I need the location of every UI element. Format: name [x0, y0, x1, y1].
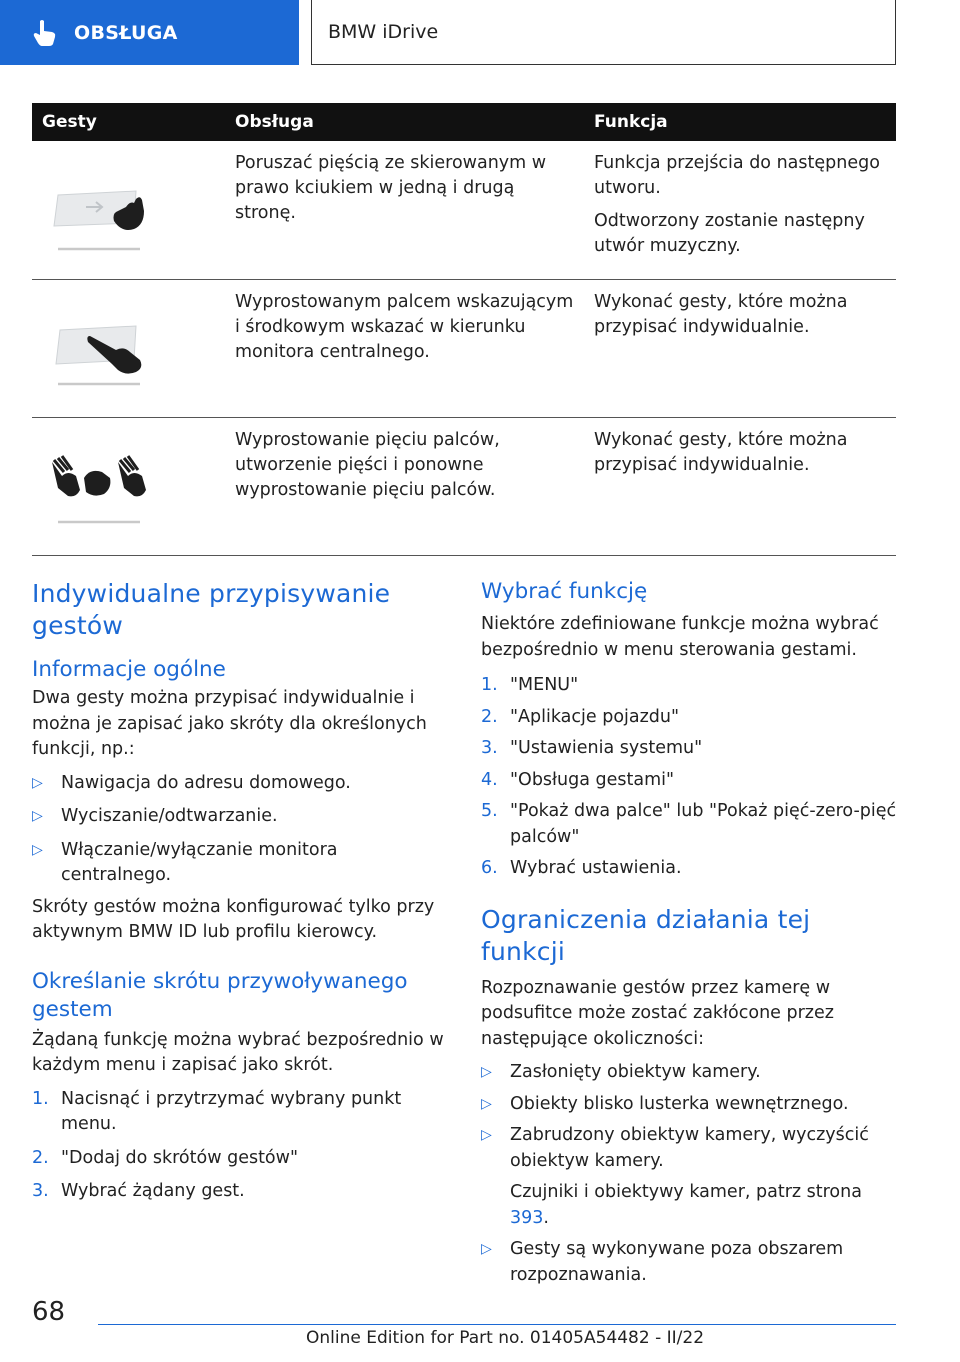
list-item: ▷ Włączanie/wyłączanie monitora centralnego. [32, 839, 338, 885]
list-item: 6. Wybrać ustawienia. [481, 858, 682, 878]
list-item: ▷ Gesty są wykonywane poza obszarem rozpoznawania. [481, 1239, 844, 1285]
table-row [32, 280, 896, 418]
paragraph: Żądaną funkcję można wybrać bezpośrednio w każdym menu i zapisać jako skrót. [32, 1029, 444, 1075]
subsection-heading: Określanie skrótu przywoływanego gestem [32, 968, 408, 1022]
numbered-list [32, 1087, 448, 1205]
list-item: 2. "Aplikacje pojazdu" [481, 706, 680, 727]
subsection-heading: Informacje ogólne [32, 657, 226, 682]
table-row [32, 141, 896, 280]
open-fist-open-gesture-icon [32, 418, 221, 556]
page-reference-link[interactable]: 393 [510, 1207, 544, 1228]
function-cell [580, 418, 896, 555]
triangle-bullet-icon: ▷ [481, 1241, 492, 1257]
table-row [32, 418, 896, 556]
list-item: ▷ Obiekty blisko lusterka wewnętrznego. [481, 1092, 897, 1118]
operation-cell: Wyprostowanym palcem wskazującym i środkowym wskazać w kierunku monitora centralnego. [235, 292, 574, 362]
list-item: 1. Nacisnąć i przytrzymać wybrany punkt menu. [32, 1088, 402, 1134]
page-number: 68 [32, 1297, 66, 1327]
list-item: 1. "MENU" [481, 675, 579, 695]
triangle-bullet-icon: ▷ [32, 841, 43, 858]
paragraph: Skróty gestów można konfigurować tylko przy aktywnym BMW ID lub profilu kierowcy. [32, 896, 435, 942]
list-item: 5. "Pokaż dwa palce" lub "Pokaż pięć-zero-pięć palców" [481, 801, 897, 847]
triangle-bullet-icon: ▷ [32, 774, 43, 791]
left-column [32, 578, 448, 1205]
paragraph: Dwa gesty można przypisać indywidualnie i można je zapisać jako skróty dla określonych funkcji, np.: [32, 688, 427, 759]
function-text: Wykonać gesty, które można przypisać indywidualnie. [594, 292, 848, 337]
function-text: Funkcja przejścia do następnego utworu. [594, 153, 880, 198]
column-header-function: Funkcja [594, 112, 668, 132]
function-text: Wykonać gesty, które można przypisać indywidualnie. [594, 430, 848, 475]
gesture-image-cell [32, 141, 221, 279]
gesture-table [32, 103, 896, 556]
paragraph: Niektóre zdefiniowane funkcje można wybrać bezpośrednio w menu sterowania gestami. [481, 614, 879, 660]
column-header-gestures: Gesty [42, 112, 97, 132]
triangle-bullet-icon: ▷ [481, 1127, 492, 1143]
list-item: ▷ Wyciszanie/odtwarzanie. [32, 804, 448, 830]
triangle-bullet-icon: ▷ [32, 808, 43, 824]
hand-touch-icon [30, 18, 60, 48]
section-tab [0, 0, 299, 65]
triangle-bullet-icon: ▷ [481, 1064, 492, 1080]
point-gesture-icon [32, 280, 221, 418]
chapter-header [311, 0, 896, 65]
right-column [481, 578, 897, 1288]
chapter-title: BMW iDrive [328, 21, 439, 43]
function-text: Odtworzony zostanie następny utwór muzyczny. [594, 211, 865, 256]
operation-cell: Wyprostowanie pięciu palców, utworzenie pięści i ponowne wyprostowanie pięciu palców. [235, 430, 500, 500]
bullet-list [481, 1060, 897, 1288]
operation-cell: Poruszać pięścią ze skierowanym w prawo kciukiem w jedną i drugą stronę. [235, 153, 547, 223]
column-header-operation: Obsługa [235, 112, 314, 132]
edition-note: Online Edition for Part no. 01405A54482 - II/22 [306, 1328, 705, 1348]
list-item: 2. "Dodaj do skrótów gestów" [32, 1147, 299, 1168]
numbered-list [481, 673, 897, 882]
bullet-list [32, 771, 448, 889]
table-header [32, 103, 896, 141]
triangle-bullet-icon: ▷ [481, 1095, 492, 1112]
list-item: ▷ Zasłonięty obiektyw kamery. [481, 1060, 897, 1086]
list-item: 3. "Ustawienia systemu" [481, 738, 703, 758]
section-title: Ograniczenia działania tej funkcji [481, 904, 811, 966]
sub-note: Czujniki i obiektywy kamer, patrz strona 393. [510, 1182, 862, 1228]
function-cell [580, 280, 896, 417]
swipe-gesture-icon [32, 141, 221, 280]
section-title: Indywidualne przypisywanie gestów [32, 579, 391, 640]
list-item: ▷ Nawigacja do adresu domowego. [32, 771, 448, 797]
subsection-heading: Wybrać funkcję [481, 579, 648, 604]
list-item: 4. "Obsługa gestami" [481, 769, 675, 790]
section-label: OBSŁUGA [74, 21, 178, 44]
footer-divider [98, 1324, 896, 1325]
list-item: 3. Wybrać żądany gest. [32, 1181, 245, 1201]
gesture-image-cell [32, 280, 221, 417]
function-cell [580, 141, 896, 279]
list-item: ▷ Zabrudzony obiektyw kamery, wyczyścić obiektyw kamery. Czujniki i obiektywy kamer, patrz strona 393. [481, 1123, 897, 1231]
gesture-image-cell [32, 418, 221, 555]
paragraph: Rozpoznawanie gestów przez kamerę w podsufitce może zostać zakłócone przez następujące okoliczności: [481, 977, 834, 1049]
